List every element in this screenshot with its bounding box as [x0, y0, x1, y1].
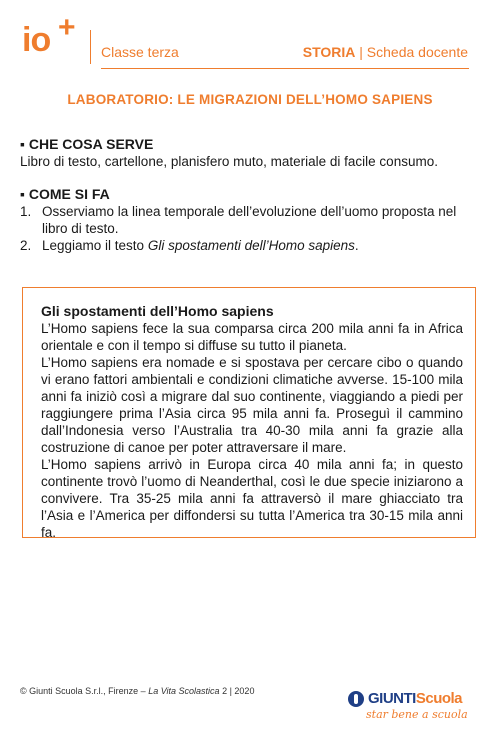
reading-content: [41, 303, 463, 541]
giunti-mark-icon: [348, 691, 364, 707]
logo-text: io: [22, 21, 51, 59]
materials-section: [20, 136, 480, 170]
method-steps: [20, 203, 480, 254]
reading-box: [22, 287, 476, 538]
copyright-suffix: 2 | 2020: [219, 686, 255, 696]
copyright-prefix: © Giunti Scuola S.r.l., Firenze –: [20, 686, 149, 696]
reading-title: Gli spostamenti dell’Homo sapiens: [41, 303, 274, 319]
step-item: [20, 237, 480, 254]
brand-name: [368, 690, 462, 707]
reading-paragraph: L’Homo sapiens fece la sua comparsa circa 200 mila anni fa in Africa orientale e con il tempo si diffuse su tutto il pianeta.: [41, 321, 463, 353]
step-number: 1.: [20, 204, 32, 219]
step-text: [42, 237, 359, 254]
step-text: Osserviamo la linea temporale dell’evoluzione dell’uomo proposta nel libro di testo.: [42, 204, 457, 236]
header-separator: |: [355, 44, 367, 60]
copyright-italic: La Vita Scolastica: [148, 686, 220, 696]
sheet-type-label: Scheda docente: [366, 44, 468, 60]
reading-paragraph: L’Homo sapiens arrivò in Europa circa 40 mila anni fa; in questo continente trovò l’uomo di Neanderthal, così le due specie iniziarono a convivere. Tra 35-25 mila anni fa attraversò il mare ghiacciato tra l’Asia e l’America per diffondersi su tutta l’America tra 30-15 mila anni fa.: [41, 457, 463, 540]
materials-text: Libro di testo, cartellone, planisfero muto, materiale di facile consumo.: [20, 154, 438, 169]
brand-row: [348, 690, 478, 707]
method-section: [20, 186, 480, 254]
step-text-italic: Gli spostamenti dell’Homo sapiens: [147, 238, 355, 253]
materials-heading: ▪ CHE COSA SERVE: [20, 136, 154, 152]
step-number: 2.: [20, 238, 32, 253]
brand-sub: Scuola: [415, 690, 463, 707]
page-title: LABORATORIO: LE MIGRAZIONI DELL’HOMO SAPIENS: [67, 92, 433, 107]
class-label: Classe terza: [101, 44, 179, 60]
giunti-scuola-logo: [348, 690, 478, 721]
copyright-notice: [20, 686, 254, 696]
method-heading: ▪ COME SI FA: [20, 186, 110, 202]
logo-plus: +: [58, 11, 75, 44]
reading-paragraph: L’Homo sapiens era nomade e si spostava per cercare cibo o quando vi erano fattori ambientali e condizioni climatiche avverse. 15-100 mila anni fa iniziò così a migrare dal suo continente, viaggiando a piedi per raggiungere prima l’Asia circa 95 mila anni fa. Proseguì il cammino dall’Indonesia verso l’Australia tra 40-30 mila anni fa grazie alla costruzione di canoe per poter attraversare il mare.: [41, 355, 463, 455]
brand-main: GIUNTI: [368, 690, 416, 707]
step-text-prefix: Leggiamo il testo: [42, 238, 148, 253]
subject-sheet-label: [303, 44, 468, 60]
brand-tagline: star bene a scuola: [366, 708, 468, 721]
page-header: [0, 0, 500, 80]
header-divider-vertical: [90, 30, 91, 64]
step-text-suffix: .: [354, 238, 359, 253]
io-plus-logo: [22, 11, 75, 60]
step-item: [20, 203, 480, 237]
subject-label: STORIA: [302, 44, 356, 60]
header-divider-horizontal: [101, 68, 469, 69]
